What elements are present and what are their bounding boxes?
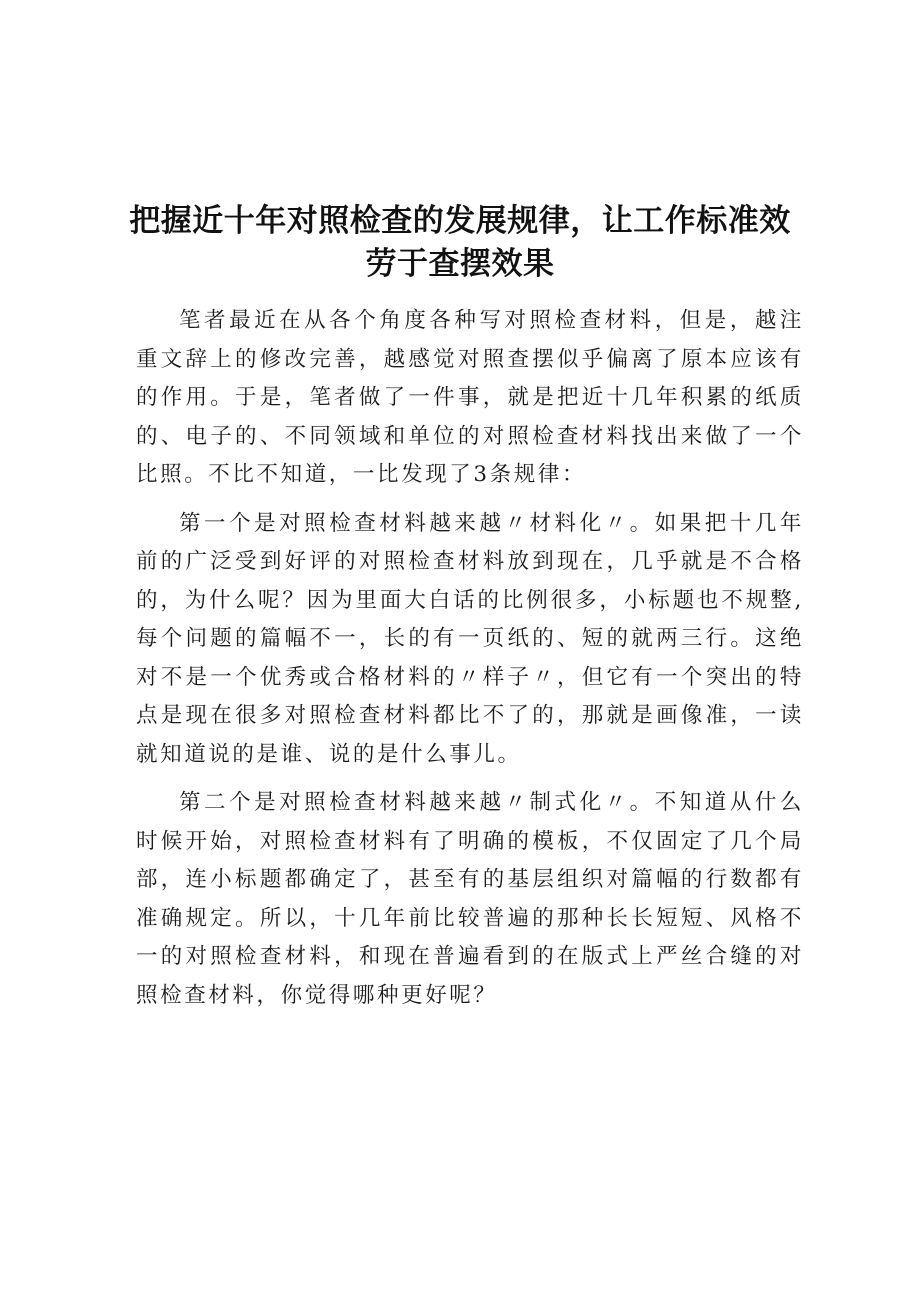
document-body — [136, 302, 804, 1025]
paragraph: 第一个是对照检查材料越来越〃材料化〃。如果把十几年前的广泛受到好评的对照检查材料放到现在，几乎就是不合格的，为什么呢？因为里面大白话的比例很多，小标题也不规整,每个问题的篇幅不一，长的有一页纸的、短的就两三行。这绝对不是一个优秀或合格材料的〃样子〃，但它有一个突出的特点是现在很多对照检查材料都比不了的，那就是画像准，一读就知道说的是谁、说的是什么事儿。 — [136, 510, 804, 767]
document-title: 把握近十年对照检查的发展规律，让工作标准效劳于查摆效果 — [129, 203, 791, 282]
paragraph: 第二个是对照检查材料越来越〃制式化〃。不知道从什么时候开始，对照检查材料有了明确的模板，不仅固定了几个局部，连小标题都确定了，甚至有的基层组织对篇幅的行数都有准确规定。所以，十几年前比较普遍的那种长长短短、风格不一的对照检查材料，和现在普遍看到的在版式上严丝合缝的对照检查材料，你觉得哪种更好呢？ — [136, 790, 804, 1008]
paragraph: 笔者最近在从各个角度各种写对照检查材料，但是，越注重文辞上的修改完善，越感觉对照查摆似乎偏离了原本应该有的作用。于是，笔者做了一件事，就是把近十几年积累的纸质的、电子的、不同领域和单位的对照检查材料找出来做了一个比照。不比不知道，一比发现了3条规律： — [136, 308, 804, 487]
